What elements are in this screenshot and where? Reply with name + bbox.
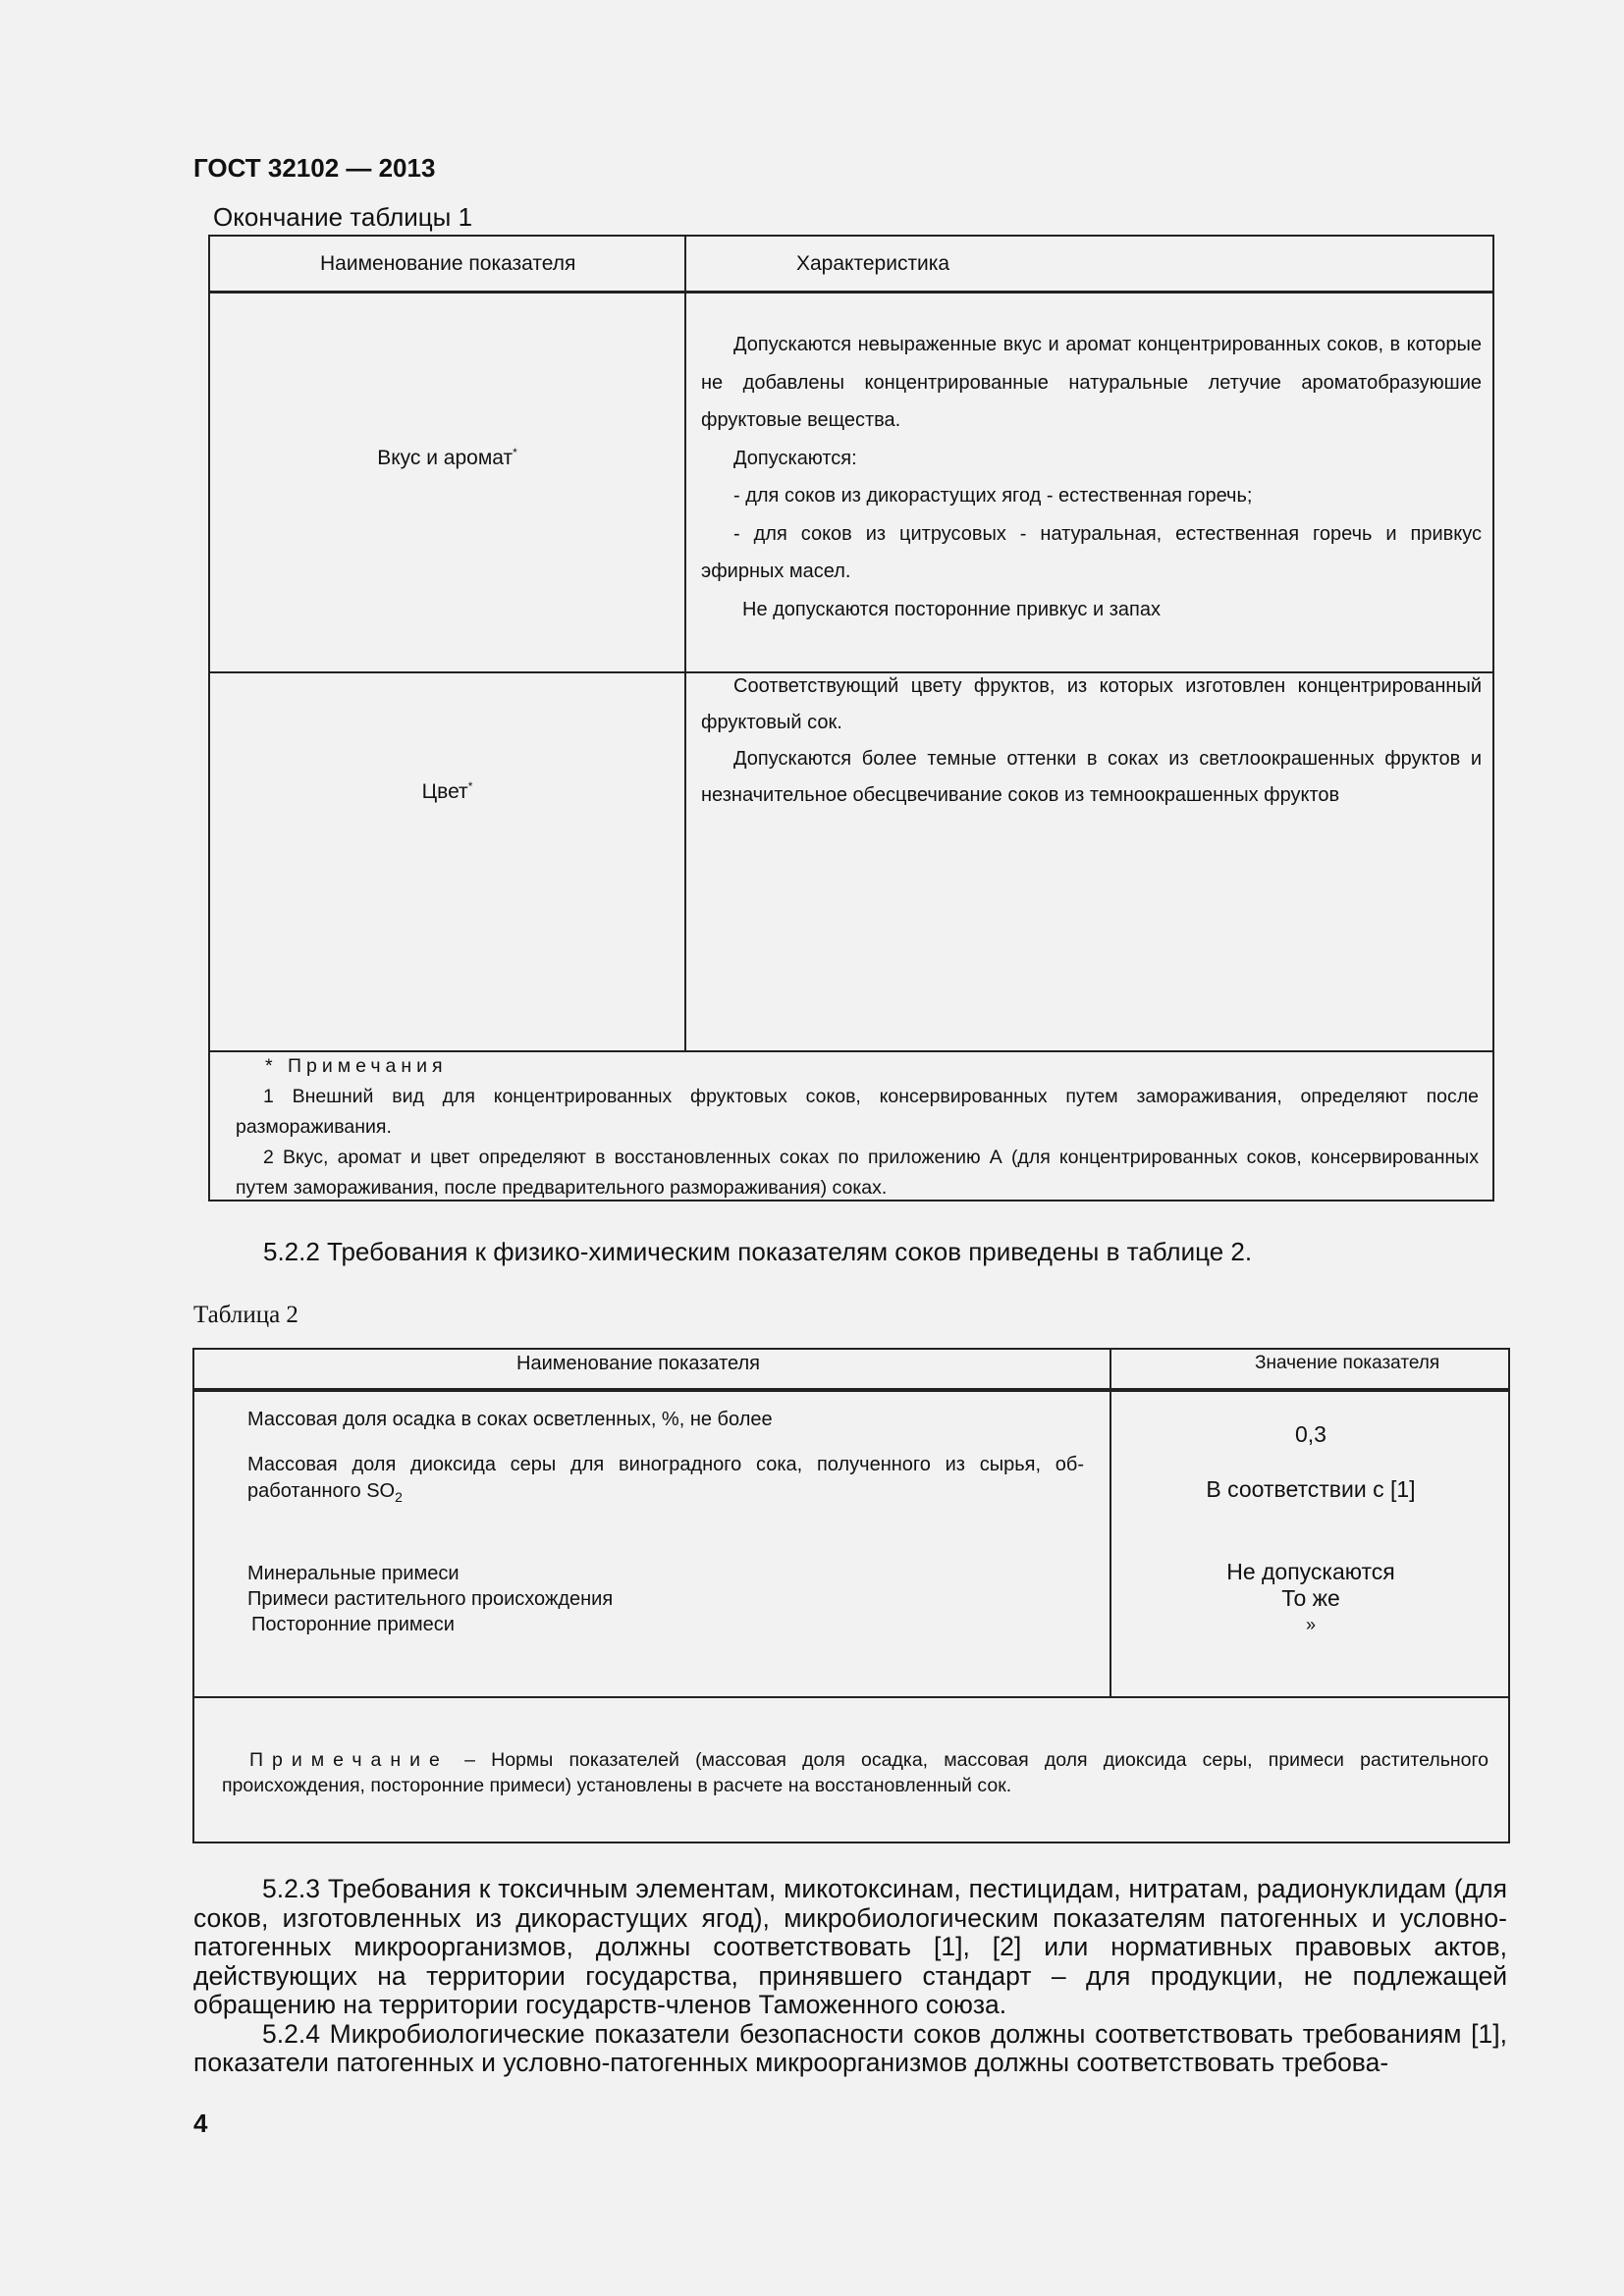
table1-header-name: Наименование показателя (320, 252, 576, 275)
table2-col-divider (1110, 1350, 1111, 1697)
table1-row-color-name (210, 779, 684, 804)
row-name-text: Цвет (421, 780, 468, 803)
characteristic-line: - для соков из дикорастущих ягод - естественная горечь; (733, 485, 1253, 507)
table1-row-taste-name (210, 446, 684, 470)
characteristic-line: Допускаются невыраженные вкус и аромат концентрированных соков, в которые не добавлены концентрированные натуральные летучие ароматобразуюшие фруктовые вещества. (701, 334, 1482, 431)
table2-note-divider (194, 1696, 1508, 1698)
table1-header-characteristic: Характеристика (796, 252, 950, 275)
table2-row-sediment-name: Массовая доля осадка в соках осветленных, %, не более (247, 1409, 773, 1430)
paragraph-5-2-3: 5.2.3 Требования к токсичным элементам, микотоксинам, пестицидам, нитратам, радионуклидам (для соков, изготовленных из дикорастущих ягод), микробиологическим показателям патогенных и условно-патогенных микроорганизмов, должны соответствовать [1], [2] или нормативных правовых актов, действующих на территории государства, принявшего стандарт – для продукции, не подлежащей обращению на территории государств-членов Таможенного союза. (193, 1874, 1507, 2019)
row-name-text: Массовая доля диоксида серы для виноградного сока, полученного из сырья, обработанного SO (247, 1454, 1084, 1502)
characteristic-line: Допускаются более темные оттенки в соках из светлоокрашенных фруктов и незначительное обесцвечивание соков из темноокрашенных фруктов (701, 748, 1482, 806)
note-item: 2 Вкус, аромат и цвет определяют в восстановленных соках по приложению А (для концентрированных соков, консервированных путем замораживания, после предварительного размораживания) соках. (236, 1147, 1479, 1199)
paragraph-5-2-2: 5.2.2 Требования к физико-химическим показателям соков приведены в таблице 2. (263, 1237, 1253, 1266)
table2-row-mineral-name: Минеральные примеси (247, 1563, 460, 1584)
table1-row-color-characteristic (701, 668, 1482, 814)
table2-row-foreign-value: » (1305, 1615, 1316, 1634)
table1-header-rule (210, 291, 1492, 294)
notes-title: * Примечания (265, 1055, 448, 1077)
table1-caption: Окончание таблицы 1 (213, 202, 473, 232)
characteristic-line: Соответствующий цвету фруктов, из которых изготовлен концентрированный фруктовый сок. (701, 675, 1482, 733)
note-item: 1 Внешний вид для концентрированных фруктовых соков, консервированных путем замораживания, определяют после размораживания. (236, 1086, 1479, 1138)
table2-row-foreign-name: Посторонние примеси (251, 1614, 455, 1635)
table1-notes (236, 1051, 1479, 1203)
table2-row-plant-name: Примеси растительного происхождения (247, 1588, 614, 1610)
table2-header-value: Значение показателя (1255, 1353, 1440, 1373)
characteristic-line: Не допускаются посторонние привкус и запах (742, 598, 1161, 620)
table2-note (222, 1747, 1489, 1798)
footnote-mark: * (467, 779, 473, 793)
table2-row-so2-name (247, 1452, 1084, 1511)
table2 (192, 1348, 1510, 1843)
row-name-text: Вкус и аромат (377, 447, 514, 469)
table2-row-mineral-value: Не допускаются (1226, 1559, 1395, 1584)
characteristic-line: - для соков из цитрусовых - натуральная, естественная горечь и привкус эфирных масел. (701, 522, 1482, 582)
characteristic-line: Допускаются: (733, 447, 857, 469)
table1 (208, 235, 1494, 1201)
table1-row-taste-characteristic (701, 326, 1482, 628)
note-label: Примечание (249, 1749, 449, 1771)
table2-caption: Таблица 2 (193, 1302, 298, 1328)
subscript: 2 (395, 1489, 403, 1505)
footnote-mark: * (513, 446, 517, 459)
paragraph-5-2-4: 5.2.4 Микробиологические показатели безопасности соков должны соответствовать требованиям [1], показатели патогенных и условно-патогенных микроорганизмов должны соответствовать требова- (193, 2018, 1507, 2077)
note-text: – Нормы показателей (массовая доля осадка, массовая доля диоксида серы, примеси растительного происхождения, посторонние примеси) установлены в расчете на восстановленный сок. (222, 1749, 1489, 1796)
table1-col-divider (684, 237, 686, 1051)
table2-header-rule (194, 1388, 1508, 1392)
page-number: 4 (193, 2109, 208, 2138)
table2-row-sediment-value: 0,3 (1295, 1421, 1326, 1447)
body-text (193, 1875, 1507, 2078)
table2-row-so2-value: В соответствии с [1] (1206, 1476, 1416, 1502)
table2-header-name: Наименование показателя (516, 1353, 760, 1374)
table2-row-plant-value: То же (1281, 1585, 1340, 1611)
document-code: ГОСТ 32102 — 2013 (193, 153, 436, 183)
